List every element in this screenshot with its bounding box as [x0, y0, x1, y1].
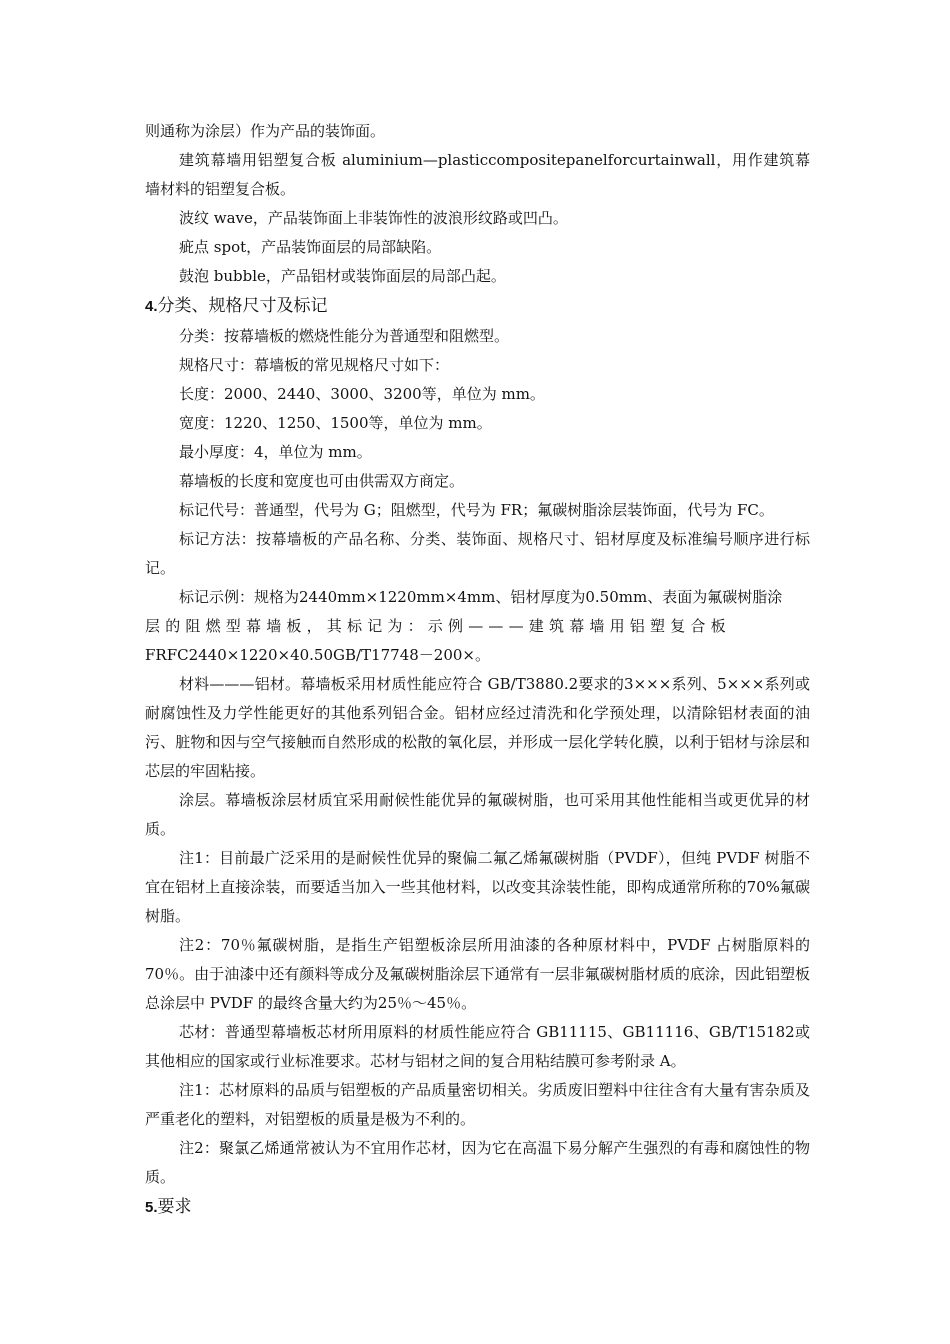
document-body — [145, 117, 810, 1223]
paragraph: 则通称为涂层）作为产品的装饰面。 — [145, 122, 386, 140]
note-paragraph: 注2：聚氯乙烯通常被认为不宜用作芯材，因为它在高温下易分解产生强烈的有毒和腐蚀性的物质。 — [145, 1139, 810, 1186]
paragraph: 涂层。幕墙板涂层材质宜采用耐候性能优异的氟碳树脂，也可采用其他性能相当或更优异的材质。 — [145, 791, 810, 838]
paragraph: 最小厚度：4，单位为 mm。 — [179, 443, 372, 461]
paragraph: 标记方法：按幕墙板的产品名称、分类、装饰面、规格尺寸、铝材厚度及标准编号顺序进行标记。 — [145, 530, 810, 577]
paragraph: 宽度：1220、1250、1500等，单位为 mm。 — [179, 414, 492, 432]
marking-example-paragraph — [145, 583, 810, 670]
paragraph: 材料———铝材。幕墙板采用材质性能应符合 GB/T3880.2要求的3×××系列、5×××系列或耐腐蚀性及力学性能更好的其他系列铝合金。铝材应经过清洗和化学预处理，以清除铝材表面的油污、脏物和因与空气接触而自然形成的松散的氧化层，并形成一层化学转化膜，以利于铝材与涂层和芯层的牢固粘接。 — [145, 675, 810, 780]
paragraph: 分类：按幕墙板的燃烧性能分为普通型和阻燃型。 — [179, 327, 510, 345]
section-title: 要求 — [157, 1197, 192, 1217]
paragraph-line: 标记示例：规格为2440mm×1220mm×4mm、铝材厚度为0.50mm、表面为氟碳树脂涂 — [179, 588, 783, 606]
paragraph-line: FRFC2440×1220×40.50GB/T17748－200×。 — [145, 646, 490, 664]
paragraph: 波纹 wave，产品装饰面上非装饰性的波浪形纹路或凹凸。 — [179, 209, 568, 227]
section-number: 5. — [145, 1199, 158, 1216]
paragraph: 疵点 spot，产品装饰面层的局部缺陷。 — [179, 238, 442, 256]
section-heading — [145, 1192, 810, 1223]
paragraph: 鼓泡 bubble，产品铝材或装饰面层的局部凸起。 — [179, 267, 506, 285]
paragraph: 幕墙板的长度和宽度也可由供需双方商定。 — [179, 472, 465, 490]
paragraph: 长度：2000、2440、3000、3200等，单位为 mm。 — [179, 385, 545, 403]
section-heading — [145, 291, 810, 322]
paragraph: 建筑幕墙用铝塑复合板 aluminium—plasticcompositepanelforcurtainwall，用作建筑幕墙材料的铝塑复合板。 — [145, 151, 810, 198]
note-paragraph: 注2：70％氟碳树脂，是指生产铝塑板涂层所用油漆的各种原材料中，PVDF 占树脂原料的70％。由于油漆中还有颜料等成分及氟碳树脂涂层下通常有一层非氟碳树脂材质的底涂，因此铝塑板总涂层中 PVDF 的最终含量大约为25％～45％。 — [145, 936, 810, 1012]
note-paragraph: 注1：目前最广泛采用的是耐候性优异的聚偏二氟乙烯氟碳树脂（PVDF），但纯 PVDF 树脂不宜在铝材上直接涂装，而要适当加入一些其他材料，以改变其涂装性能，即构成通常所称的70%氟碳树脂。 — [145, 849, 810, 925]
paragraph: 芯材：普通型幕墙板芯材所用原料的材质性能应符合 GB11115、GB11116、GB/T15182或其他相应的国家或行业标准要求。芯材与铝材之间的复合用粘结膜可参考附录 A。 — [145, 1023, 810, 1070]
paragraph-line: 层的阻燃型幕墙板，其标记为：示例———建筑幕墙用铝塑复合板 — [145, 617, 731, 635]
paragraph: 标记代号：普通型，代号为 G；阻燃型，代号为 FR；氟碳树脂涂层装饰面，代号为 FC。 — [179, 501, 774, 519]
paragraph: 规格尺寸：幕墙板的常见规格尺寸如下： — [179, 356, 450, 374]
section-number: 4. — [145, 298, 158, 315]
note-paragraph: 注1：芯材原料的品质与铝塑板的产品质量密切相关。劣质废旧塑料中往往含有大量有害杂质及严重老化的塑料，对铝塑板的质量是极为不利的。 — [145, 1081, 810, 1128]
section-title: 分类、规格尺寸及标记 — [157, 296, 328, 316]
